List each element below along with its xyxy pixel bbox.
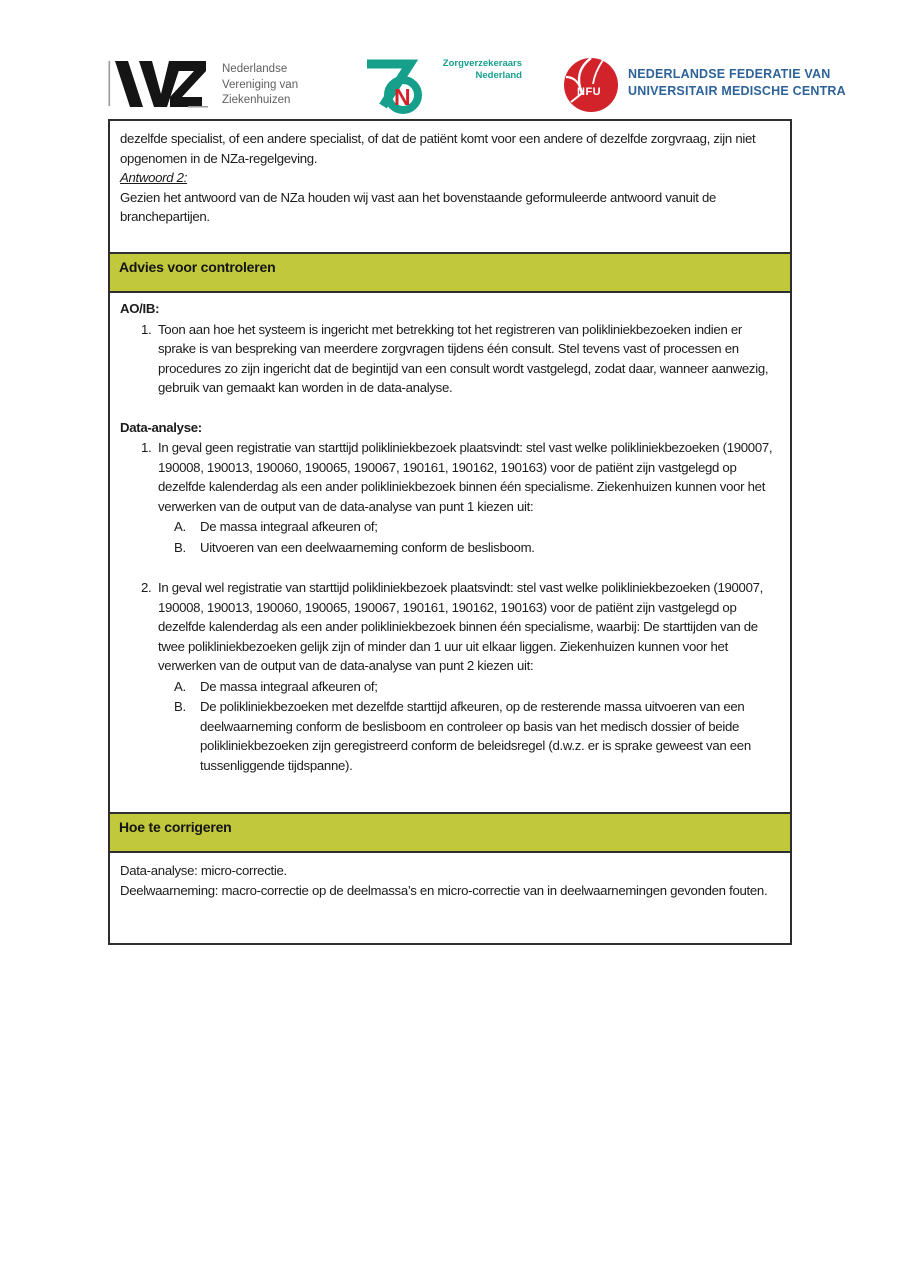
item-text: In geval wel registratie van starttijd polikliniekbezoek plaatsvindt: stel vast welke polikliniekbezoeken (190007, 190008, 190013, 190060, 190065, 190067, 190161, 190162, 190163) voor de patiënt zijn vastgelegd op dezelfde kalenderdag als een ander polikliniekbezoek binnen één specialisme, waarbij: De starttijden van de twee polikliniekbezoeken gelijk zijn of minder dan 1 uur uit elkaar liggen. Ziekenhuizen kunnen voor het verwerken van de output van de data-analyse van punt 2 kiezen uit: — [158, 580, 764, 673]
nvz-logo-icon — [108, 58, 208, 110]
zn-mark-letter: N — [394, 84, 411, 110]
sub-item-letter: B. — [174, 539, 186, 555]
sub-item-b — [174, 538, 778, 558]
zn-logo — [363, 55, 522, 115]
section-band-corrigeren: Hoe te corrigeren — [110, 812, 790, 853]
sub-item-letter: A. — [174, 519, 186, 534]
aoib-heading: AO/IB: — [120, 301, 160, 316]
intro-paragraph: dezelfde specialist, of een andere specialist, of dat de patiënt komt voor een andere of dezelfde zorgvraag, zijn niet opgenomen in de NZa-regelgeving. — [120, 131, 756, 166]
item-text: In geval geen registratie van starttijd polikliniekbezoek plaatsvindt: stel vast welke polikliniekbezoeken (190007, 190008, 190013, 190060, 190065, 190067, 190161, 190162, 190163) voor de patiënt zijn vastgelegd op dezelfde kalenderdag als een ander polikliniekbezoek binnen één specialisme. Ziekenhuizen kunnen voor het verwerken van de output van de data-analyse van punt 1 kiezen uit: — [158, 440, 773, 514]
nfu-logo-icon — [563, 57, 619, 113]
answer-body: Gezien het antwoord van de NZa houden wij vast aan het bovenstaande geformuleerde antwoord vanuit de branchepartijen. — [120, 189, 717, 224]
logo-header — [0, 0, 900, 119]
nvz-logo — [108, 58, 298, 110]
aoib-item — [141, 320, 780, 398]
data-analyse-heading: Data-analyse: — [120, 419, 202, 435]
correction-line-1: Data-analyse: micro-correctie. — [120, 863, 287, 878]
aoib-item-text: Toon aan hoe het systeem is ingericht met betrekking tot het registreren van polikliniekbezoeken indien er sprake is van bespreking van meerdere zorgvragen tijdens één consult. Stel tevens vast of processen en procedures zo zijn ingericht dat de begintijd van een consult wordt vastgelegd, zodat daar, wanneer aanwezig, gebruik van gemaakt kan worden in de data-analyse. — [158, 321, 769, 395]
zn-caption — [436, 58, 522, 82]
nvz-caption-line: Ziekenhuizen — [222, 94, 291, 106]
sub-item-text: De massa integraal afkeuren of; — [200, 519, 378, 534]
zn-caption-line: Nederland — [475, 70, 522, 81]
sub-item-text: Uitvoeren van een deelwaarneming conform de beslisboom. — [200, 539, 535, 555]
intro-cell — [110, 121, 790, 252]
sub-item-b — [174, 697, 778, 775]
zn-logo-icon — [363, 55, 433, 115]
aoib-item-number: 1. — [141, 321, 152, 337]
sub-item-a — [174, 677, 778, 697]
document-table — [108, 119, 792, 945]
data-analyse-item-2 — [141, 578, 780, 775]
nfu-logo — [563, 57, 846, 113]
correction-line-2: Deelwaarneming: macro-correctie op de deelmassa’s en micro-correctie van in deelwaarnemingen gevonden fouten. — [120, 882, 768, 898]
item-number: 2. — [141, 580, 152, 595]
nvz-caption — [222, 62, 298, 109]
data-analyse-item-1 — [141, 438, 780, 557]
nfu-caption — [628, 66, 846, 99]
nfu-mark-abbr: NFU — [577, 86, 602, 98]
spacer — [120, 557, 780, 577]
sub-item-letter: B. — [174, 699, 186, 714]
advice-cell — [110, 293, 790, 812]
section-band-advies: Advies voor controleren — [110, 252, 790, 293]
sub-item-letter: A. — [174, 678, 186, 694]
nvz-caption-line: Vereniging van — [222, 78, 299, 91]
sub-item-text: De massa integraal afkeuren of; — [200, 678, 378, 694]
sub-item-text: De polikliniekbezoeken met dezelfde starttijd afkeuren, op de resterende massa uitvoeren van een deelwaarneming conform de beslisboom en controleer op basis van het medisch dossier of beide polikliniekbezoeken zijn geregistreerd conform de beleidsregel (d.w.z. er is sprake geweest van een tussenliggende tijdspanne). — [200, 699, 751, 773]
nfu-caption-line: NEDERLANDSE FEDERATIE VAN — [628, 67, 831, 81]
nvz-caption-line: Nederlandse — [222, 63, 288, 75]
spacer — [120, 398, 780, 418]
nfu-caption-line: UNIVERSITAIR MEDISCHE CENTRA — [628, 83, 846, 98]
sub-item-a — [174, 517, 778, 537]
answer-heading: Antwoord 2: — [120, 170, 188, 185]
correction-cell — [110, 853, 790, 943]
zn-caption-line: Zorgverzekeraars — [442, 58, 522, 69]
item-number: 1. — [141, 440, 152, 455]
